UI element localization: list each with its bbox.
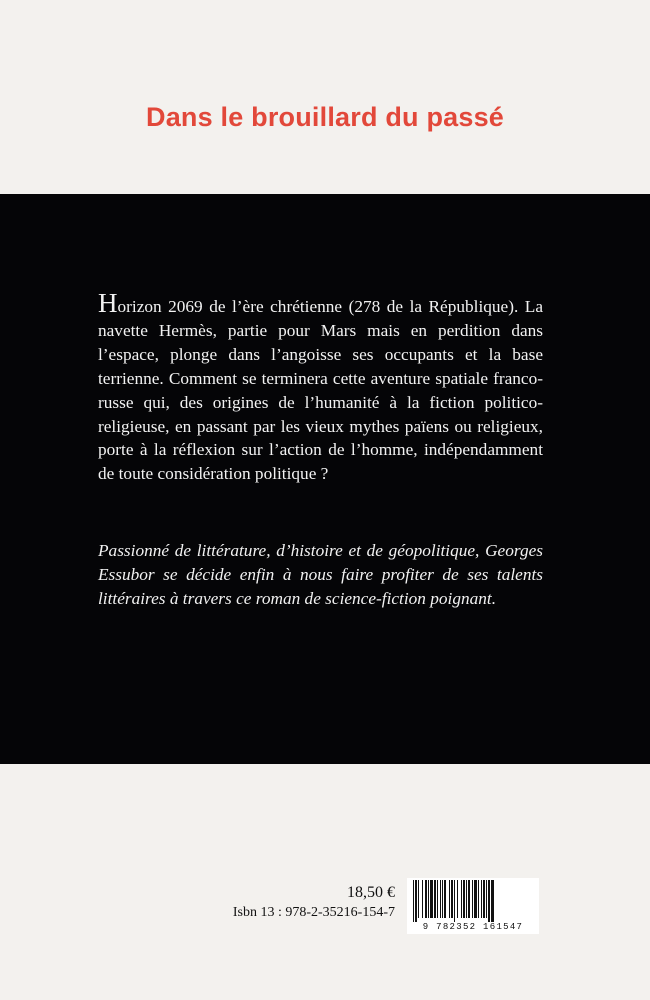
synopsis-dropcap: H bbox=[98, 288, 118, 318]
barcode-bar bbox=[486, 880, 487, 918]
synopsis-body: orizon 2069 de l’ère chrétienne (278 de la République). La navette Hermès, partie pour Mars mais en perdition dans l’espace, plonge dans l’angoisse ses occupants et la base terrienne. Comment se terminera cette aventure spatiale franco-russe qui, des origines de l’humanité à la fiction politico-religieuse, en passant par les vieux mythes païens ou religieux, porte à la réflexion sur l’action de l’homme, indépendamment de toute considération politique ? bbox=[98, 297, 543, 484]
barcode-bar bbox=[472, 880, 473, 918]
barcode-bar bbox=[425, 880, 427, 918]
author-bio: Passionné de littérature, d’histoire et de géopolitique, Georges Essubor se décide enfin à nous faire profiter de ses talents littéraires à travers ce roman de science-fiction poignant. bbox=[98, 541, 543, 608]
barcode-bar bbox=[449, 880, 450, 918]
barcode-bar bbox=[444, 880, 446, 918]
barcode-bar bbox=[430, 880, 433, 918]
barcode-bar bbox=[468, 880, 470, 918]
barcode-bar bbox=[491, 880, 494, 922]
barcode-digits: 9 782352 161547 bbox=[422, 922, 524, 932]
barcode-bar bbox=[422, 880, 423, 918]
barcode-bar bbox=[428, 880, 429, 918]
barcode-bar bbox=[434, 880, 436, 918]
barcode-bar bbox=[454, 880, 455, 922]
barcode-bar bbox=[466, 880, 467, 918]
barcode-bar bbox=[483, 880, 485, 918]
barcode-bar bbox=[451, 880, 453, 918]
barcode-bar bbox=[437, 880, 438, 918]
barcode-bar bbox=[457, 880, 458, 918]
barcode-bars bbox=[407, 878, 539, 922]
barcode-bar bbox=[481, 880, 482, 918]
book-title: Dans le brouillard du passé bbox=[146, 102, 504, 132]
barcode-bar bbox=[474, 880, 477, 918]
barcode-bar bbox=[418, 880, 419, 918]
synopsis-panel bbox=[0, 194, 650, 764]
barcode-bar bbox=[478, 880, 479, 918]
barcode-bar bbox=[442, 880, 443, 918]
isbn-label: Isbn 13 : 978-2-35216-154-7 bbox=[232, 905, 395, 920]
barcode-bar bbox=[440, 880, 441, 918]
barcode-bar bbox=[461, 880, 462, 918]
synopsis-text bbox=[98, 290, 543, 486]
barcode-bar bbox=[415, 880, 417, 922]
barcode-bar bbox=[463, 880, 465, 918]
barcode-bar bbox=[488, 880, 490, 922]
barcode-bar bbox=[413, 880, 414, 922]
price-label: 18,50 € bbox=[347, 884, 395, 901]
barcode bbox=[407, 878, 539, 934]
